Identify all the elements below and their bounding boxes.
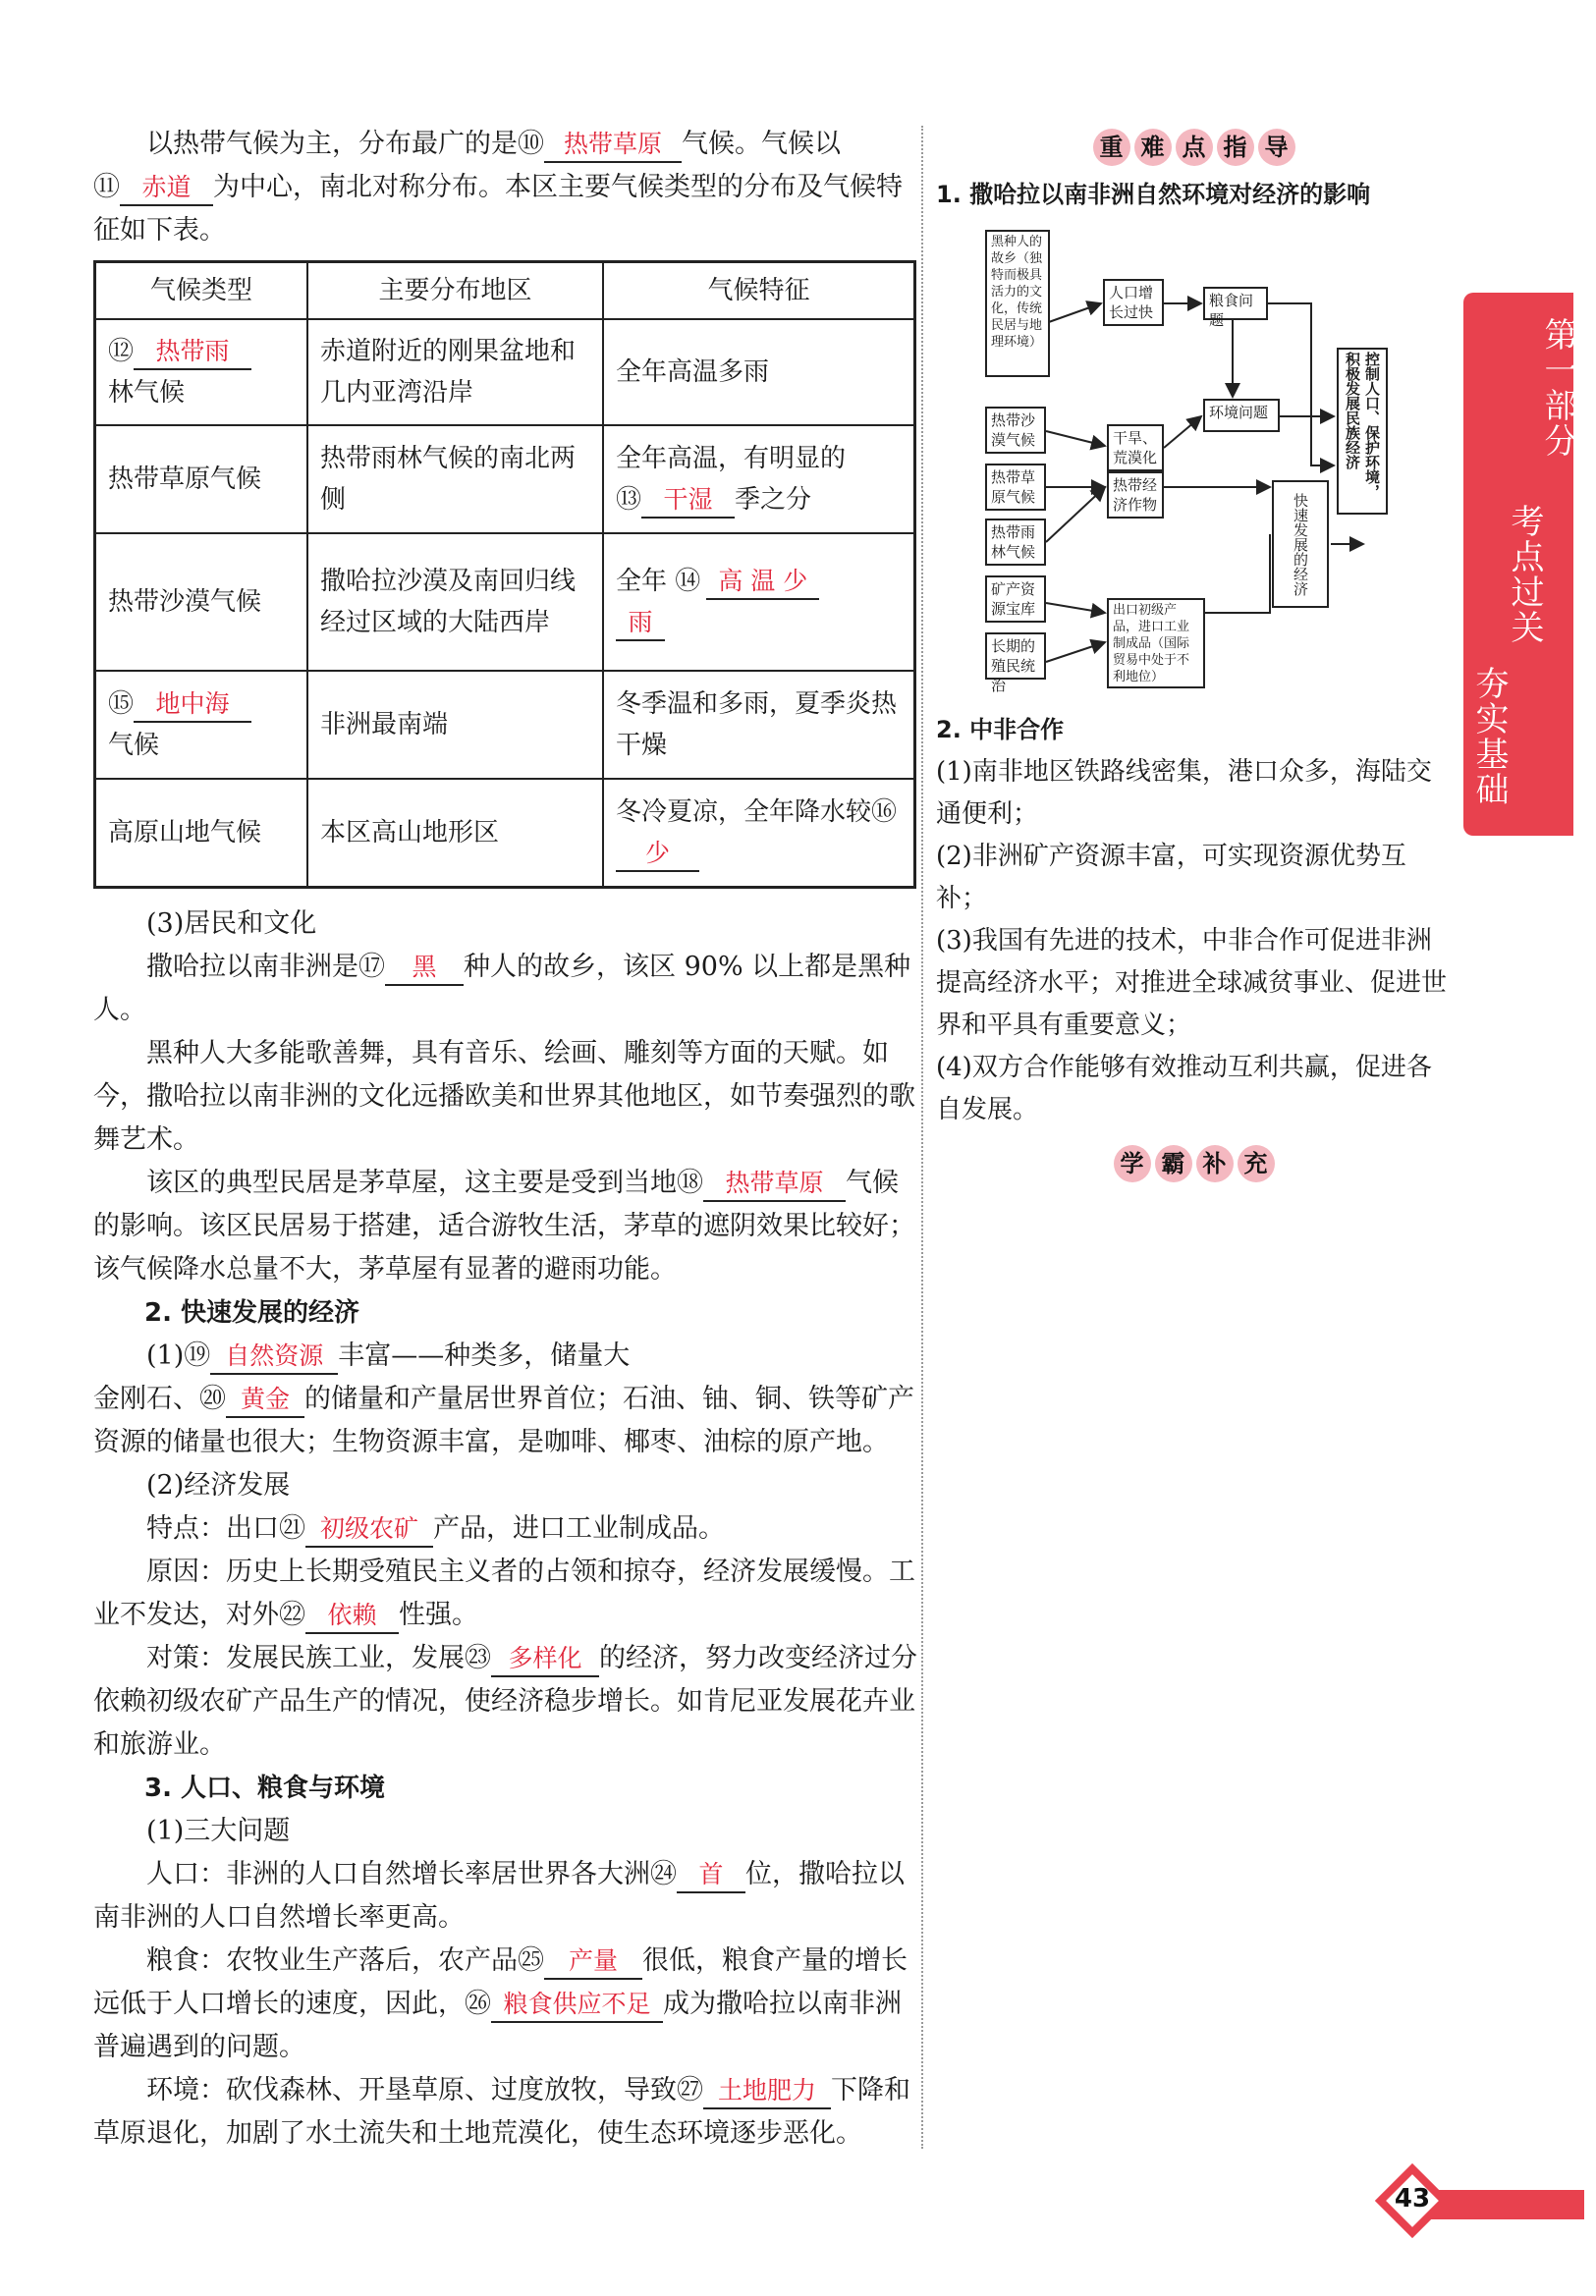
table-row	[95, 533, 915, 671]
answer-18: 热带草原	[703, 1167, 846, 1202]
answer-24: 首	[677, 1858, 745, 1893]
answer-20: 黄金	[226, 1383, 304, 1418]
table-cell: 赤道附近的刚果盆地和几内亚湾沿岸	[307, 319, 603, 425]
mineral-box: 矿产资源宝库	[985, 575, 1046, 623]
answer-12: 热带雨	[134, 335, 251, 370]
answer-17: 黑	[385, 951, 464, 986]
table-cell: 本区高山地形区	[307, 779, 603, 887]
crops-box: 热带经济作物	[1107, 471, 1164, 519]
section-heading: 3. 人口、粮食与环境	[144, 1773, 386, 1803]
table-cell: 全年高温多雨	[603, 319, 915, 425]
answer-27: 土地肥力	[703, 2074, 831, 2109]
paragraph: 原因：历史上长期受殖民主义者的占领和掠夺，经济发展缓慢。工业不发达，对外㉒ 依赖 性强。	[93, 1551, 918, 1637]
table-cell: 全年 ⑭ 高 温 少 雨	[603, 533, 915, 671]
paragraph: 对策：发展民族工业，发展㉓ 多样化 的经济，努力改变经济过分依赖初级农矿产品生产的情况，使经济稳步增长。如肯尼亚发展花卉业和旅游业。	[93, 1642, 917, 1760]
answer-21: 初级农矿	[305, 1512, 433, 1548]
side-tab-subtitle: 夯实基础	[1469, 666, 1509, 807]
table-row	[95, 779, 915, 887]
rainforest-box: 热带雨林气候	[985, 519, 1046, 566]
desert-box: 热带沙漠气候	[985, 407, 1046, 454]
column-divider	[921, 126, 923, 2149]
flow-diagram	[985, 230, 1437, 694]
paragraph: (3)我国有先进的技术，中非合作可促进非洲提高经济水平；对推进全球减贫事业、促进世界和平具有重要意义；	[936, 926, 1448, 1040]
table-cell: 热带草原气候	[95, 425, 308, 533]
answer-23: 多样化	[491, 1642, 599, 1677]
table-row	[95, 425, 915, 533]
answer-15: 地中海	[134, 687, 251, 723]
paragraph: 该区的典型民居是茅草屋，这主要是受到当地⑱ 热带草原 气候的影响。该区民居易于搭建，适合游牧生活，茅草的遮阴效果比较好；该气候降水总量不大，茅草屋有显著的避雨功能。	[93, 1167, 915, 1285]
table-cell: 冬冷夏凉，全年降水较⑯少	[603, 779, 915, 887]
answer-26: 粮食供应不足	[491, 1988, 663, 2023]
page-number: 43	[1368, 2172, 1579, 2233]
table-row	[95, 319, 915, 425]
table-header: 气候特征	[603, 262, 915, 320]
table-cell: 撒哈拉沙漠及南回归线经过区域的大陆西岸	[307, 533, 603, 671]
colonial-box: 长期的殖民统治	[985, 632, 1046, 680]
table-row	[95, 671, 915, 779]
paragraph: 金刚石、⑳ 黄金 的储量和产量居世界首位；石油、铀、铜、铁等矿产资源的储量也很大；生物资源丰富，是咖啡、椰枣、油棕的原产地。	[93, 1383, 914, 1457]
key-points-badge: 重 难 点 指 导	[936, 129, 1452, 166]
paragraph: (1)南非地区铁路线密集，港口众多，海陆交通便利；	[936, 757, 1432, 829]
homeland-box: 黑种人的故乡（独特而极具活力的文化，传统民居与地理环境）	[985, 230, 1050, 377]
table-cell: 热带雨林气候的南北两侧	[307, 425, 603, 533]
table-cell: 全年高温，有明显的 ⑬ 干湿 季之分	[603, 425, 915, 533]
paragraph: 人口：非洲的人口自然增长率居世界各大洲㉔ 首 位，撒哈拉以南非洲的人口自然增长率更高。	[93, 1858, 905, 1933]
table-header-row	[95, 262, 915, 320]
paragraph: (1)⑲ 自然资源 丰富——种类多，储量大	[93, 1335, 918, 1378]
answer-25: 产量	[544, 1944, 642, 1980]
paragraph: 黑种人大多能歌善舞，具有音乐、绘画、雕刻等方面的天赋。如今，撒哈拉以南非洲的文化远播欧美和世界其他地区，如节奏强烈的歌舞艺术。	[93, 1037, 915, 1155]
answer-14: 高 温 少	[706, 565, 819, 600]
food-box: 粮食问题	[1203, 287, 1268, 320]
control-box: 控制人口、保护环境，积极发展民族经济	[1337, 348, 1388, 515]
table-cell: 冬季温和多雨，夏季炎热干燥	[603, 671, 915, 779]
table-header: 气候类型	[95, 262, 308, 320]
answer-11: 赤道	[120, 171, 213, 206]
right-column	[936, 123, 1452, 1190]
left-column	[93, 123, 918, 2156]
section-heading: (3)居民和文化	[146, 907, 317, 939]
answer-22: 依赖	[305, 1599, 399, 1634]
intro-paragraph: 以热带气候为主，分布最广的是⑩ 热带草原 气候。气候以 ⑪ 赤道 为中心，南北对称分布。本区主要气候类型的分布及气候特征如下表。	[93, 129, 903, 246]
table-cell: ⑫ 热带雨 林气候	[95, 319, 308, 425]
trade-box: 出口初级产品，进口工业制成品（国际贸易中处于不利地位）	[1107, 598, 1205, 688]
fast-growth-box: 快速发展的经济	[1272, 480, 1329, 608]
section-side-tab	[1463, 293, 1577, 836]
side-tab-part: 第一部分	[1538, 317, 1577, 459]
savanna-box: 热带草原气候	[985, 464, 1046, 511]
paragraph: (2)非洲矿产资源丰富，可实现资源优势互补；	[936, 842, 1406, 913]
guide-heading-2: 2. 中非合作	[936, 716, 1065, 743]
section-heading: (1)三大问题	[146, 1815, 291, 1846]
table-cell: 非洲最南端	[307, 671, 603, 779]
answer-10: 热带草原	[544, 128, 682, 163]
table-header: 主要分布地区	[307, 262, 603, 320]
section-heading: 2. 快速发展的经济	[144, 1297, 360, 1328]
paragraph: 粮食：农牧业生产落后，农产品㉕ 产量 很低，粮食产量的增长远低于人口增长的速度，因此，㉖ 粮食供应不足 成为撒哈拉以南非洲普遍遇到的问题。	[93, 1944, 908, 2062]
supplement-badge: 学 霸 补 充	[936, 1145, 1452, 1182]
answer-14-cont: 雨	[616, 606, 665, 641]
table-cell: ⑮ 地中海 气候	[95, 671, 308, 779]
section-heading: (2)经济发展	[146, 1469, 291, 1501]
drought-box: 干旱、荒漠化	[1107, 424, 1164, 471]
answer-13: 干湿	[641, 483, 735, 519]
table-cell: 高原山地气候	[95, 779, 308, 887]
answer-19: 自然资源	[210, 1339, 338, 1375]
table-cell: 热带沙漠气候	[95, 533, 308, 671]
population-box: 人口增长过快	[1103, 279, 1164, 326]
climate-table	[93, 260, 916, 889]
side-tab-title: 考点过关	[1505, 504, 1544, 645]
paragraph: 特点：出口㉑ 初级农矿 产品，进口工业制成品。	[93, 1507, 918, 1551]
paragraph: (4)双方合作能够有效推动互利共赢，促进各自发展。	[936, 1053, 1432, 1124]
paragraph: 撒哈拉以南非洲是⑰ 黑 种人的故乡，该区 90% 以上都是黑种人。	[93, 951, 911, 1025]
environment-box: 环境问题	[1203, 399, 1280, 432]
guide-heading-1: 1. 撒哈拉以南非洲自然环境对经济的影响	[936, 181, 1371, 208]
answer-16: 少	[616, 837, 699, 872]
paragraph: 环境：砍伐森林、开垦草原、过度放牧，导致㉗ 土地肥力 下降和草原退化，加剧了水土流失和土地荒漠化，使生态环境逐步恶化。	[93, 2074, 910, 2149]
